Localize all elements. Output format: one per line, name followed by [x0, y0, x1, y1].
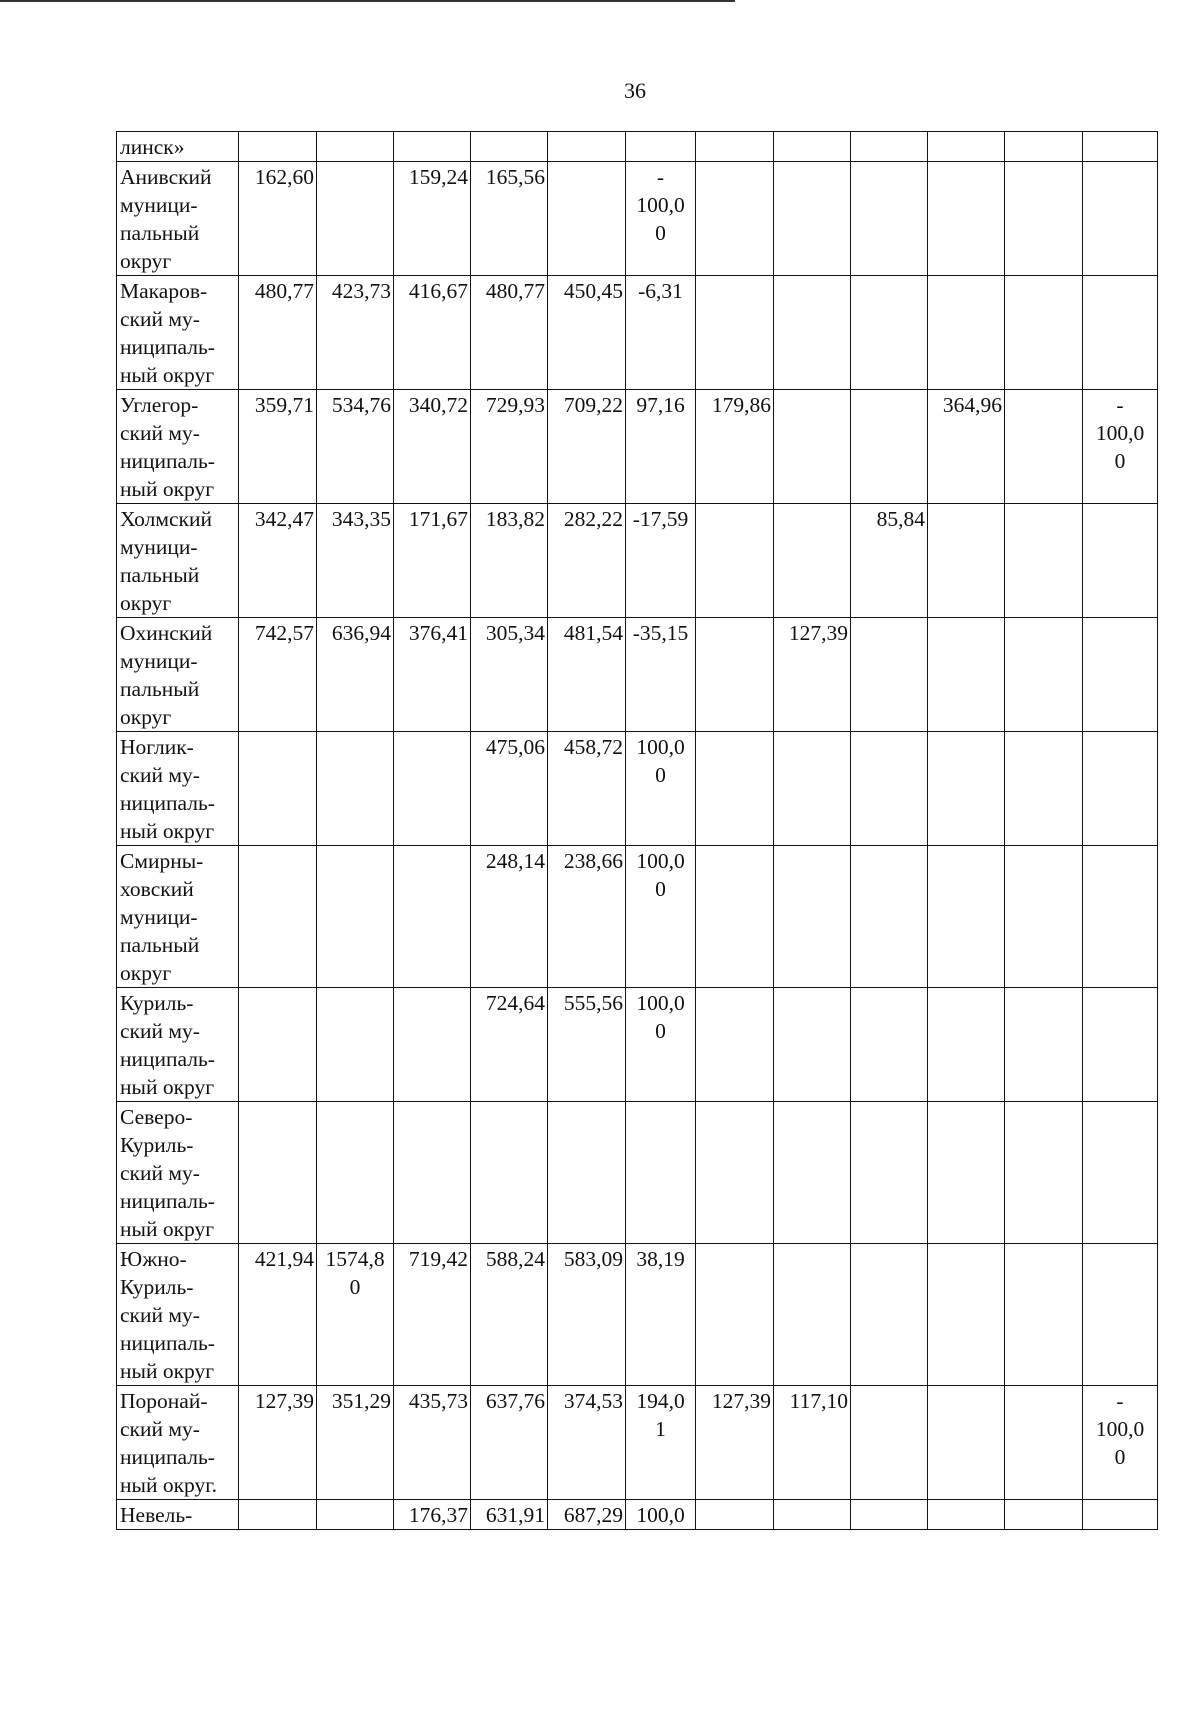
- value-cell: [1083, 1244, 1158, 1386]
- value-cell: [239, 132, 317, 162]
- municipality-name-cell: Макаров-ский му-ниципаль-ный округ: [117, 276, 239, 390]
- value-cell: [928, 1244, 1005, 1386]
- value-cell: [928, 1500, 1005, 1530]
- value-cell: 179,86: [696, 390, 774, 504]
- value-cell: [471, 1102, 548, 1244]
- value-cell: 687,29: [548, 1500, 626, 1530]
- value-cell: 421,94: [239, 1244, 317, 1386]
- value-cell: [317, 732, 394, 846]
- change-percent-cell: 194,0 1: [626, 1386, 696, 1500]
- value-cell: 481,54: [548, 618, 626, 732]
- change-percent-cell: [626, 1102, 696, 1244]
- change-percent-cell: -17,59: [626, 504, 696, 618]
- value-cell: [928, 504, 1005, 618]
- value-cell: [774, 732, 851, 846]
- value-cell: [317, 162, 394, 276]
- value-cell: [851, 988, 928, 1102]
- page-number: 36: [624, 78, 646, 103]
- value-cell: 719,42: [394, 1244, 471, 1386]
- value-cell: [394, 988, 471, 1102]
- value-cell: 282,22: [548, 504, 626, 618]
- value-cell: 636,94: [317, 618, 394, 732]
- municipal-data-table: [116, 131, 1158, 1530]
- value-cell: [851, 1102, 928, 1244]
- change-percent-cell: 38,19: [626, 1244, 696, 1386]
- value-cell: 475,06: [471, 732, 548, 846]
- change-percent-cell: 100,0: [626, 1500, 696, 1530]
- value-cell: [1083, 846, 1158, 988]
- value-cell: 450,45: [548, 276, 626, 390]
- value-cell: 742,57: [239, 618, 317, 732]
- table-row: [117, 1386, 1158, 1500]
- value-cell: 351,29: [317, 1386, 394, 1500]
- value-cell: [548, 132, 626, 162]
- value-cell: 248,14: [471, 846, 548, 988]
- value-cell: [1005, 162, 1083, 276]
- municipality-name-cell: Южно-Куриль-ский му-ниципаль-ный округ: [117, 1244, 239, 1386]
- value-cell: [1083, 1102, 1158, 1244]
- value-cell: 588,24: [471, 1244, 548, 1386]
- municipality-name-cell: Охинский муници-пальный округ: [117, 618, 239, 732]
- change-percent-cell: 100,0 0: [626, 732, 696, 846]
- value-cell: 709,22: [548, 390, 626, 504]
- value-cell: [317, 1500, 394, 1530]
- value-cell: 343,35: [317, 504, 394, 618]
- change-percent-cell: - 100,0 0: [626, 162, 696, 276]
- value-cell: 480,77: [471, 276, 548, 390]
- value-cell: 364,96: [928, 390, 1005, 504]
- value-cell: [1005, 504, 1083, 618]
- value-cell: [851, 1386, 928, 1500]
- value-cell: [928, 618, 1005, 732]
- value-cell: [1083, 1500, 1158, 1530]
- value-cell: [696, 1500, 774, 1530]
- value-cell: [1083, 988, 1158, 1102]
- value-cell: 238,66: [548, 846, 626, 988]
- value-cell: 416,67: [394, 276, 471, 390]
- value-cell: [928, 132, 1005, 162]
- value-cell: [1083, 732, 1158, 846]
- table-row: [117, 132, 1158, 162]
- value-cell: [774, 390, 851, 504]
- value-cell: 729,93: [471, 390, 548, 504]
- value-cell: [851, 390, 928, 504]
- value-cell: [317, 132, 394, 162]
- value-cell: [239, 1500, 317, 1530]
- municipality-name-cell: Северо-Куриль-ский му-ниципаль-ный округ: [117, 1102, 239, 1244]
- value-cell: 359,71: [239, 390, 317, 504]
- table-row: [117, 504, 1158, 618]
- value-cell: [1083, 618, 1158, 732]
- value-cell: [696, 504, 774, 618]
- value-cell: [1005, 1244, 1083, 1386]
- value-cell: 423,73: [317, 276, 394, 390]
- value-cell: [774, 162, 851, 276]
- value-cell: [1005, 390, 1083, 504]
- value-cell: [696, 732, 774, 846]
- value-cell: [774, 988, 851, 1102]
- value-cell: [851, 1500, 928, 1530]
- value-cell: [239, 988, 317, 1102]
- value-cell: 127,39: [696, 1386, 774, 1500]
- value-cell: [1083, 276, 1158, 390]
- municipality-name-cell: Углегор-ский му-ниципаль-ный округ: [117, 390, 239, 504]
- table-row: [117, 162, 1158, 276]
- value-cell: [394, 1102, 471, 1244]
- value-cell: [774, 132, 851, 162]
- value-cell: 637,76: [471, 1386, 548, 1500]
- value-cell: [696, 276, 774, 390]
- value-cell: 555,56: [548, 988, 626, 1102]
- municipality-name-cell: Куриль-ский му-ниципаль-ный округ: [117, 988, 239, 1102]
- table-row: [117, 988, 1158, 1102]
- value-cell: [928, 1386, 1005, 1500]
- value-cell: 342,47: [239, 504, 317, 618]
- value-cell: [851, 162, 928, 276]
- value-cell: [1005, 1386, 1083, 1500]
- value-cell: 376,41: [394, 618, 471, 732]
- table-row: [117, 276, 1158, 390]
- change-percent-cell: 100,0 0: [626, 846, 696, 988]
- value-cell: [696, 132, 774, 162]
- municipality-name-cell: Ноглик-ский му-ниципаль-ный округ: [117, 732, 239, 846]
- table-row: [117, 1500, 1158, 1530]
- value-cell: [394, 846, 471, 988]
- value-cell: [317, 846, 394, 988]
- value-cell: [1083, 162, 1158, 276]
- value-cell: 374,53: [548, 1386, 626, 1500]
- municipality-name-cell: Невель-: [117, 1500, 239, 1530]
- value-cell: [1005, 846, 1083, 988]
- table-row: [117, 732, 1158, 846]
- change-percent-cell: [626, 132, 696, 162]
- value-cell: 480,77: [239, 276, 317, 390]
- value-cell: 117,10: [774, 1386, 851, 1500]
- value-cell: [696, 1244, 774, 1386]
- value-cell: [774, 846, 851, 988]
- value-cell: [1005, 1102, 1083, 1244]
- value-cell: 183,82: [471, 504, 548, 618]
- value-cell: [471, 132, 548, 162]
- value-cell: [774, 1244, 851, 1386]
- value-cell: [928, 732, 1005, 846]
- municipality-name-cell: линск»: [117, 132, 239, 162]
- value-cell: [1005, 732, 1083, 846]
- value-cell: [774, 504, 851, 618]
- value-cell: 171,67: [394, 504, 471, 618]
- municipality-name-cell: Поронай-ский му-ниципаль-ный округ.: [117, 1386, 239, 1500]
- change-percent-cell: -6,31: [626, 276, 696, 390]
- value-cell: [696, 618, 774, 732]
- value-cell: 1574,8 0: [317, 1244, 394, 1386]
- value-cell: [1083, 132, 1158, 162]
- value-cell: [548, 162, 626, 276]
- value-cell: [548, 1102, 626, 1244]
- value-cell: [394, 732, 471, 846]
- change-percent-cell: 100,0 0: [626, 988, 696, 1102]
- value-cell: [1083, 504, 1158, 618]
- value-cell: - 100,0 0: [1083, 390, 1158, 504]
- value-cell: [696, 988, 774, 1102]
- value-cell: [1005, 132, 1083, 162]
- value-cell: 85,84: [851, 504, 928, 618]
- value-cell: [928, 846, 1005, 988]
- table-row: [117, 1244, 1158, 1386]
- value-cell: 340,72: [394, 390, 471, 504]
- value-cell: [851, 618, 928, 732]
- value-cell: [851, 132, 928, 162]
- value-cell: 127,39: [774, 618, 851, 732]
- value-cell: [696, 162, 774, 276]
- value-cell: 583,09: [548, 1244, 626, 1386]
- value-cell: [1005, 276, 1083, 390]
- value-cell: 165,56: [471, 162, 548, 276]
- value-cell: [1005, 1500, 1083, 1530]
- top-border-line: [0, 0, 735, 2]
- value-cell: [239, 846, 317, 988]
- value-cell: 176,37: [394, 1500, 471, 1530]
- value-cell: [1005, 988, 1083, 1102]
- municipality-name-cell: Анивский муници-пальный округ: [117, 162, 239, 276]
- value-cell: [851, 1244, 928, 1386]
- value-cell: [928, 276, 1005, 390]
- value-cell: [851, 846, 928, 988]
- value-cell: [239, 732, 317, 846]
- municipality-name-cell: Смирны-ховский муници-пальный округ: [117, 846, 239, 988]
- value-cell: 631,91: [471, 1500, 548, 1530]
- value-cell: [1005, 618, 1083, 732]
- value-cell: [851, 276, 928, 390]
- table-row: [117, 1102, 1158, 1244]
- value-cell: [394, 132, 471, 162]
- value-cell: [239, 1102, 317, 1244]
- change-percent-cell: -35,15: [626, 618, 696, 732]
- value-cell: [317, 988, 394, 1102]
- value-cell: [696, 1102, 774, 1244]
- table-row: [117, 618, 1158, 732]
- municipality-name-cell: Холмский муници-пальный округ: [117, 504, 239, 618]
- value-cell: - 100,0 0: [1083, 1386, 1158, 1500]
- value-cell: [774, 276, 851, 390]
- value-cell: 534,76: [317, 390, 394, 504]
- value-cell: [928, 988, 1005, 1102]
- value-cell: 162,60: [239, 162, 317, 276]
- value-cell: [851, 732, 928, 846]
- value-cell: [928, 162, 1005, 276]
- value-cell: 435,73: [394, 1386, 471, 1500]
- value-cell: [928, 1102, 1005, 1244]
- table-row: [117, 846, 1158, 988]
- table-row: [117, 390, 1158, 504]
- value-cell: [774, 1102, 851, 1244]
- value-cell: 458,72: [548, 732, 626, 846]
- value-cell: [696, 846, 774, 988]
- value-cell: 305,34: [471, 618, 548, 732]
- value-cell: 724,64: [471, 988, 548, 1102]
- value-cell: 127,39: [239, 1386, 317, 1500]
- change-percent-cell: 97,16: [626, 390, 696, 504]
- value-cell: [317, 1102, 394, 1244]
- value-cell: 159,24: [394, 162, 471, 276]
- value-cell: [774, 1500, 851, 1530]
